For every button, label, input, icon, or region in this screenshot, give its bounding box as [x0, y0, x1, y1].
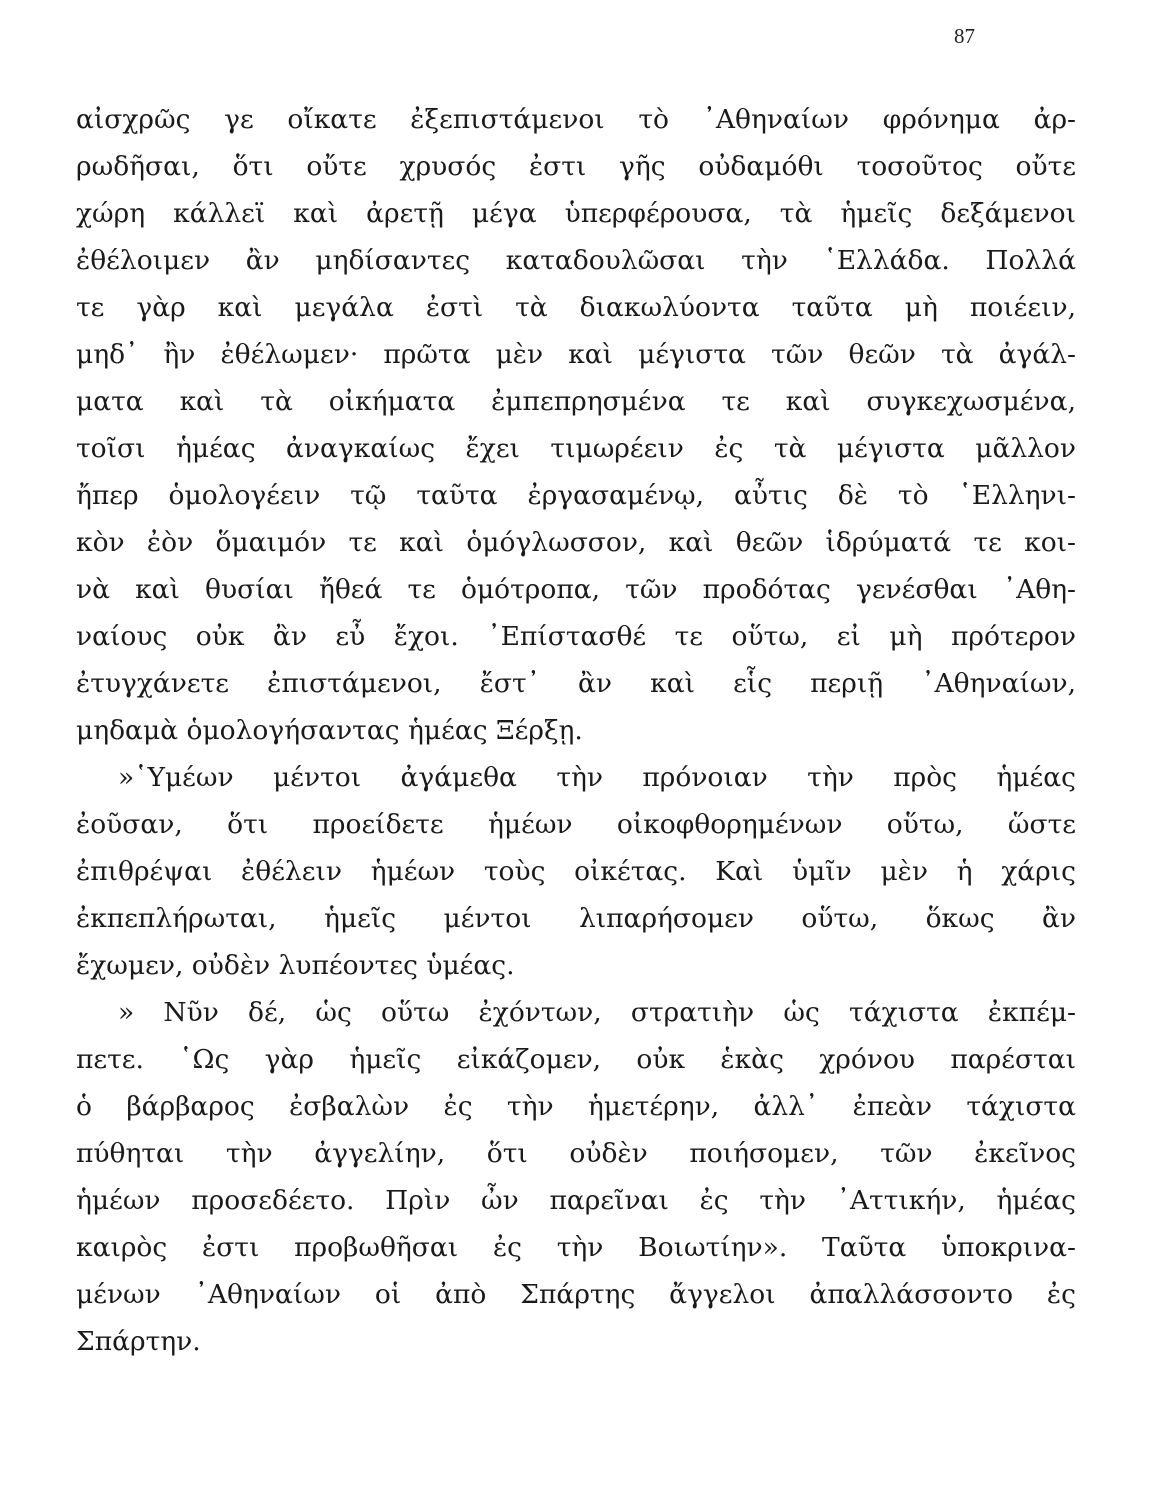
text-line: ἐθέλοιμεν ἂν μηδίσαντες καταδουλῶσαι τὴν ῾Ελλάδα. Πολλά [76, 245, 1076, 276]
text-line: ἐπιθρέψαι ἐθέλειν ἡμέων τοὺς οἰκέτας. Καὶ ὑμῖν μὲν ἡ χάρις [76, 856, 1076, 887]
text-line: »῾Υμέων μέντοι ἀγάμεθα τὴν πρόνοιαν τὴν πρὸς ἡμέας [118, 762, 1076, 793]
text-line: ἡμέων προσεδέετο. Πρὶν ὦν παρεῖναι ἐς τὴν ᾿Αττικήν, ἡμέας [76, 1185, 1076, 1216]
page-number: 87 [954, 24, 975, 48]
text-line: καιρὸς ἐστι προβωθῆσαι ἐς τὴν Βοιωτίην». Ταῦτα ὑποκρινα- [76, 1232, 1076, 1263]
text-line: μηδαμὰ ὁμολογήσαντας ἡμέας Ξέρξῃ. [76, 715, 583, 746]
text-line: ρωδῆσαι, ὅτι οὔτε χρυσός ἐστι γῆς οὐδαμόθι τοσοῦτος οὔτε [76, 151, 1076, 182]
text-line: πύθηται τὴν ἀγγελίην, ὅτι οὐδὲν ποιήσομεν, τῶν ἐκεῖνος [76, 1138, 1076, 1169]
text-line: ἐκπεπλήρωται, ἡμεῖς μέντοι λιπαρήσομεν οὕτω, ὅκως ἂν [76, 903, 1076, 934]
text-line: Σπάρτην. [76, 1326, 201, 1357]
text-line: αἰσχρῶς γε οἴκατε ἐξεπιστάμενοι τὸ ᾿Αθηναίων φρόνημα ἀρ- [76, 104, 1076, 135]
text-line: ναίους οὐκ ἂν εὖ ἔχοι. ᾿Επίστασθέ τε οὕτω, εἰ μὴ πρότερον [76, 621, 1076, 652]
text-line: νὰ καὶ θυσίαι ἤθεά τε ὁμότροπα, τῶν προδότας γενέσθαι ᾿Αθη- [76, 574, 1076, 605]
text-line: κὸν ἐὸν ὅμαιμόν τε καὶ ὁμόγλωσσον, καὶ θεῶν ἱδρύματά τε κοι- [76, 527, 1076, 558]
text-line: ματα καὶ τὰ οἰκήματα ἐμπεπρησμένα τε καὶ συγκεχωσμένα, [76, 386, 1076, 417]
text-line: πετε. ῾Ως γὰρ ἡμεῖς εἰκάζομεν, οὐκ ἑκὰς χρόνου παρέσται [76, 1044, 1076, 1075]
body-text [76, 96, 1076, 1365]
text-line: » Νῦν δέ, ὡς οὕτω ἐχόντων, στρατιὴν ὡς τάχιστα ἐκπέμ- [118, 997, 1076, 1028]
text-line: ἤπερ ὁμολογέειν τῷ ταῦτα ἐργασαμένῳ, αὖτις δὲ τὸ ῾Ελληνι- [76, 480, 1076, 511]
text-line: ἐοῦσαν, ὅτι προείδετε ἡμέων οἰκοφθορημένων οὕτω, ὥστε [76, 809, 1076, 840]
text-line: τοῖσι ἡμέας ἀναγκαίως ἔχει τιμωρέειν ἐς τὰ μέγιστα μᾶλλον [76, 433, 1076, 464]
text-line: χώρη κάλλεϊ καὶ ἀρετῇ μέγα ὑπερφέρουσα, τὰ ἡμεῖς δεξάμενοι [76, 198, 1076, 229]
text-line: ὁ βάρβαρος ἐσβαλὼν ἐς τὴν ἡμετέρην, ἀλλ᾽ ἐπεὰν τάχιστα [76, 1091, 1076, 1122]
text-line: τε γὰρ καὶ μεγάλα ἐστὶ τὰ διακωλύοντα ταῦτα μὴ ποιέειν, [76, 292, 1076, 323]
text-line: μένων ᾿Αθηναίων οἱ ἀπὸ Σπάρτης ἄγγελοι ἀπαλλάσσοντο ἐς [76, 1279, 1076, 1310]
text-line: ἐτυγχάνετε ἐπιστάμενοι, ἔστ᾽ ἂν καὶ εἷς περιῇ ᾿Αθηναίων, [76, 668, 1076, 699]
text-line: μηδ᾽ ἢν ἐθέλωμεν· πρῶτα μὲν καὶ μέγιστα τῶν θεῶν τὰ ἀγάλ- [76, 339, 1076, 370]
text-line: ἔχωμεν, οὐδὲν λυπέοντες ὑμέας. [76, 950, 515, 981]
